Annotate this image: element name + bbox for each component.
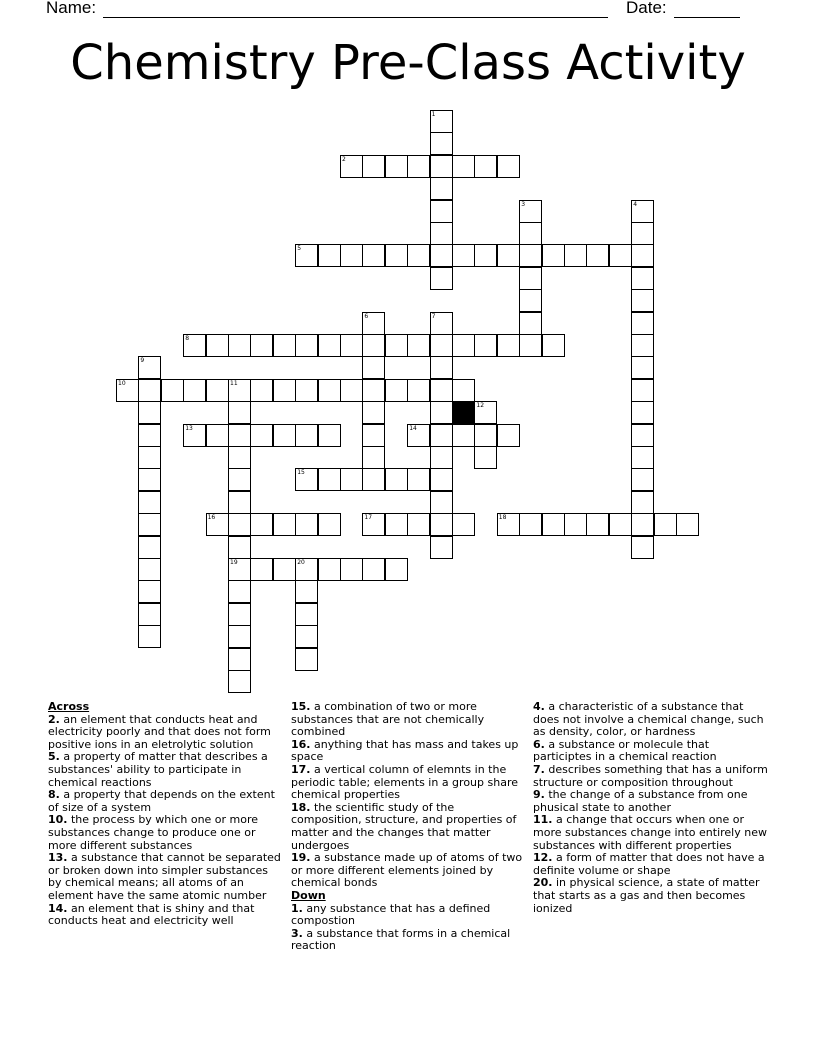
crossword-cell[interactable] — [586, 244, 609, 267]
crossword-cell[interactable] — [430, 267, 453, 290]
crossword-cell[interactable] — [206, 334, 229, 357]
crossword-cell[interactable] — [631, 491, 654, 514]
crossword-cell[interactable] — [631, 401, 654, 424]
clue-item — [48, 751, 284, 789]
clue-text: a property that depends on the extent of size of a system — [48, 788, 275, 814]
crossword-cell[interactable] — [385, 468, 408, 491]
crossword-cell[interactable] — [430, 468, 453, 491]
crossword-cell[interactable] — [273, 334, 296, 357]
crossword-cell[interactable] — [228, 625, 251, 648]
crossword-block — [452, 401, 475, 424]
crossword-cell[interactable] — [631, 468, 654, 491]
clue-number: 18. — [291, 800, 311, 814]
crossword-cell[interactable] — [273, 558, 296, 581]
crossword-cell[interactable] — [474, 424, 497, 447]
crossword-cell[interactable] — [295, 379, 318, 402]
clue-number: 4. — [533, 700, 545, 713]
crossword-cell[interactable] — [631, 536, 654, 559]
crossword-cell[interactable] — [430, 312, 453, 335]
crossword-cell[interactable] — [138, 356, 161, 379]
crossword-cell[interactable] — [138, 603, 161, 626]
crossword-cell[interactable] — [362, 446, 385, 469]
crossword-cell[interactable] — [362, 401, 385, 424]
clue-text: a substance that cannot be separated or broken down into simpler substances by chemical means; all atoms of an element have the same atomic number — [48, 851, 281, 902]
clue-number-label: 13 — [185, 424, 193, 432]
crossword-cell[interactable] — [138, 379, 161, 402]
clue-text: a substance or molecule that participtes in a chemical reaction — [533, 737, 717, 764]
clue-number: 15. — [291, 700, 311, 713]
crossword-cell[interactable] — [273, 379, 296, 402]
crossword-cell[interactable] — [631, 379, 654, 402]
crossword-cell[interactable] — [407, 513, 430, 536]
clue-item — [48, 903, 284, 928]
crossword-cell[interactable] — [295, 424, 318, 447]
crossword-cell[interactable] — [250, 513, 273, 536]
crossword-cell[interactable] — [138, 446, 161, 469]
name-label: Name: — [46, 0, 97, 17]
crossword-cell[interactable] — [362, 379, 385, 402]
date-label: Date: — [626, 0, 667, 17]
clue-item — [533, 789, 769, 814]
crossword-cell[interactable] — [631, 267, 654, 290]
crossword-cell[interactable] — [631, 222, 654, 245]
crossword-cell[interactable] — [631, 334, 654, 357]
clue-text: any substance that has a defined compostion — [291, 901, 491, 928]
crossword-cell[interactable] — [362, 334, 385, 357]
clue-number-label: 16 — [207, 514, 216, 522]
crossword-cell[interactable] — [407, 379, 430, 402]
clue-item — [291, 701, 527, 739]
crossword-cell[interactable] — [228, 379, 251, 402]
clue-item — [291, 802, 527, 852]
clues-column-2 — [291, 701, 527, 953]
crossword-cell[interactable] — [206, 424, 229, 447]
crossword-cell[interactable] — [430, 155, 453, 178]
crossword-cell[interactable] — [250, 558, 273, 581]
crossword-cell[interactable] — [497, 424, 520, 447]
crossword-cell[interactable] — [430, 379, 453, 402]
crossword-cell[interactable] — [138, 468, 161, 491]
clue-number: 7. — [533, 762, 545, 776]
crossword-cell[interactable] — [474, 334, 497, 357]
crossword-cell[interactable] — [407, 334, 430, 357]
crossword-cell[interactable] — [519, 244, 542, 267]
crossword-cell[interactable] — [183, 424, 206, 447]
crossword-cell[interactable] — [138, 401, 161, 424]
crossword-cell[interactable] — [228, 648, 251, 671]
crossword-cell[interactable] — [430, 200, 453, 223]
crossword-cell[interactable] — [340, 379, 363, 402]
crossword-cell[interactable] — [250, 424, 273, 447]
clue-text: a combination of two or more substances that are not chemically combined — [291, 700, 485, 739]
clue-number-label: 12 — [476, 402, 485, 410]
crossword-cell[interactable] — [609, 513, 632, 536]
crossword-cell[interactable] — [295, 244, 318, 267]
clue-text: the process by which one or more substances change to produce one or more different substances — [48, 813, 259, 852]
clue-item — [533, 877, 769, 915]
crossword-cell[interactable] — [318, 424, 341, 447]
crossword-cell[interactable] — [250, 379, 273, 402]
crossword-cell[interactable] — [631, 424, 654, 447]
crossword-cell[interactable] — [183, 379, 206, 402]
crossword-cell[interactable] — [407, 468, 430, 491]
crossword-cell[interactable] — [295, 648, 318, 671]
crossword-cell[interactable] — [452, 155, 475, 178]
crossword-cell[interactable] — [497, 155, 520, 178]
crossword-cell[interactable] — [362, 558, 385, 581]
crossword-cell[interactable] — [138, 536, 161, 559]
crossword-cell[interactable] — [295, 580, 318, 603]
crossword-cell[interactable] — [474, 401, 497, 424]
crossword-cell[interactable] — [116, 379, 139, 402]
crossword-cell[interactable] — [318, 244, 341, 267]
crossword-cell[interactable] — [340, 244, 363, 267]
crossword-cell[interactable] — [542, 513, 565, 536]
clue-number-label: 6 — [364, 312, 369, 320]
crossword-cell[interactable] — [519, 222, 542, 245]
crossword-cell[interactable] — [362, 468, 385, 491]
crossword-cell[interactable] — [474, 244, 497, 267]
crossword-cell[interactable] — [250, 334, 273, 357]
crossword-cell[interactable] — [318, 468, 341, 491]
clue-number-label: 7 — [431, 312, 436, 320]
crossword-grid — [116, 110, 700, 694]
crossword-cell[interactable] — [452, 424, 475, 447]
crossword-cell[interactable] — [519, 513, 542, 536]
clue-text: describes something that has a uniform structure or composition throughout — [533, 762, 768, 789]
crossword-cell[interactable] — [542, 334, 565, 357]
crossword-cell[interactable] — [430, 132, 453, 155]
down-clue-list — [291, 903, 527, 953]
crossword-cell[interactable] — [295, 334, 318, 357]
crossword-cell[interactable] — [295, 603, 318, 626]
crossword-cell[interactable] — [138, 625, 161, 648]
crossword-cell[interactable] — [676, 513, 699, 536]
clue-text: a form of matter that does not have a definite volume or shape — [533, 851, 765, 877]
crossword-cell[interactable] — [138, 580, 161, 603]
clue-number: 9. — [533, 788, 545, 802]
page-title: Chemistry Pre-Class Activity — [70, 35, 746, 91]
name-field[interactable] — [103, 17, 608, 18]
crossword-cell[interactable] — [385, 244, 408, 267]
crossword-cell[interactable] — [430, 536, 453, 559]
crossword-cell[interactable] — [318, 334, 341, 357]
crossword-cell[interactable] — [430, 356, 453, 379]
crossword-cell[interactable] — [519, 289, 542, 312]
crossword-cell[interactable] — [228, 536, 251, 559]
crossword-cell[interactable] — [318, 558, 341, 581]
crossword-cell[interactable] — [385, 155, 408, 178]
clue-number: 16. — [291, 737, 311, 751]
crossword-cell[interactable] — [340, 334, 363, 357]
clue-item — [533, 852, 769, 877]
crossword-cell[interactable] — [564, 513, 587, 536]
crossword-cell[interactable] — [564, 244, 587, 267]
clue-number-label: 18 — [498, 514, 507, 522]
crossword-cell[interactable] — [228, 558, 251, 581]
clue-item — [48, 714, 284, 752]
down-clue-list-continued — [533, 701, 769, 915]
clue-item — [48, 852, 284, 902]
crossword-cell[interactable] — [340, 558, 363, 581]
clue-item — [533, 814, 769, 852]
crossword-cell[interactable] — [430, 491, 453, 514]
crossword-cell[interactable] — [228, 670, 251, 693]
crossword-cell[interactable] — [183, 334, 206, 357]
clue-item — [291, 928, 527, 953]
crossword-cell[interactable] — [407, 424, 430, 447]
clue-text: the scientific study of the composition, structure, and properties of matter and the changes that matter undergoes — [291, 800, 517, 852]
clue-number: 6. — [533, 737, 545, 751]
crossword-cell[interactable] — [228, 580, 251, 603]
crossword-cell[interactable] — [430, 177, 453, 200]
crossword-cell[interactable] — [385, 379, 408, 402]
clue-number-label: 9 — [140, 357, 145, 365]
clue-number-label: 8 — [185, 335, 190, 342]
crossword-cell[interactable] — [519, 312, 542, 335]
crossword-cell[interactable] — [362, 312, 385, 335]
crossword-cell[interactable] — [318, 513, 341, 536]
clue-item — [48, 814, 284, 852]
clue-number: 3. — [291, 926, 303, 940]
clue-item — [291, 852, 527, 890]
clue-item — [48, 789, 284, 814]
crossword-cell[interactable] — [430, 244, 453, 267]
crossword-cell[interactable] — [430, 222, 453, 245]
clue-number: 11. — [533, 813, 553, 827]
clue-number: 2. — [48, 712, 60, 726]
clue-number-label: 17 — [364, 514, 373, 522]
clue-number: 8. — [48, 788, 60, 802]
clue-text: an element that conducts heat and electricity poorly and that does not form positive ions in an eletrolytic solution — [48, 712, 271, 751]
date-field[interactable] — [674, 17, 740, 18]
crossword-cell[interactable] — [206, 513, 229, 536]
crossword-cell[interactable] — [228, 446, 251, 469]
crossword-cell[interactable] — [385, 513, 408, 536]
clue-number-label: 5 — [297, 245, 302, 253]
clue-text: in physical science, a state of matter that starts as a gas and then becomes ionized — [533, 876, 760, 915]
crossword-cell[interactable] — [631, 200, 654, 223]
crossword-cell[interactable] — [519, 267, 542, 290]
across-clue-list-continued — [291, 701, 527, 890]
crossword-cell[interactable] — [385, 558, 408, 581]
crossword-cell[interactable] — [609, 244, 632, 267]
crossword-cell[interactable] — [228, 513, 251, 536]
crossword-cell[interactable] — [340, 155, 363, 178]
crossword-cell[interactable] — [474, 155, 497, 178]
clue-item — [291, 903, 527, 928]
crossword-cell[interactable] — [542, 244, 565, 267]
crossword-cell[interactable] — [631, 356, 654, 379]
crossword-cell[interactable] — [206, 379, 229, 402]
crossword-cell[interactable] — [228, 491, 251, 514]
clue-number: 20. — [533, 876, 553, 890]
clue-text: the change of a substance from one phusical state to another — [533, 788, 748, 814]
crossword-cell[interactable] — [138, 513, 161, 536]
clue-number: 10. — [48, 813, 68, 827]
crossword-cell[interactable] — [631, 446, 654, 469]
crossword-cell[interactable] — [407, 244, 430, 267]
clue-item — [533, 701, 769, 739]
clue-number-label: 3 — [521, 200, 526, 208]
crossword-cell[interactable] — [519, 334, 542, 357]
crossword-cell[interactable] — [362, 356, 385, 379]
clue-number-label: 11 — [230, 379, 238, 387]
clues-column-1 — [48, 701, 284, 928]
crossword-cell[interactable] — [273, 513, 296, 536]
crossword-cell[interactable] — [497, 513, 520, 536]
crossword-cell[interactable] — [497, 244, 520, 267]
crossword-cell[interactable] — [631, 513, 654, 536]
crossword-cell[interactable] — [430, 110, 453, 133]
clues-column-3 — [533, 701, 769, 915]
clue-text: a substance that forms in a chemical reaction — [291, 926, 511, 953]
clue-text: a change that occurs when one or more substances change into entirely new substances with different properties — [533, 813, 767, 852]
clue-text: a vertical column of elemnts in the periodic table; elements in a group share chemical properties — [291, 762, 518, 802]
clue-number: 19. — [291, 851, 311, 865]
across-clue-list — [48, 714, 284, 928]
crossword-cell[interactable] — [452, 244, 475, 267]
clue-number-label: 1 — [431, 111, 436, 118]
clue-number: 14. — [48, 901, 68, 915]
crossword-cell[interactable] — [452, 513, 475, 536]
clue-number-label: 2 — [342, 155, 346, 163]
header — [46, 0, 746, 24]
crossword-cell[interactable] — [430, 446, 453, 469]
crossword-cell[interactable] — [295, 558, 318, 581]
down-heading: Down — [291, 888, 326, 902]
clue-item — [533, 764, 769, 789]
clue-number: 17. — [291, 762, 311, 776]
crossword-cell[interactable] — [631, 312, 654, 335]
crossword-cell[interactable] — [654, 513, 677, 536]
crossword-cell[interactable] — [295, 468, 318, 491]
clue-number-label: 10 — [118, 379, 126, 387]
crossword-cell[interactable] — [452, 379, 475, 402]
crossword-cell[interactable] — [295, 625, 318, 648]
crossword-cell[interactable] — [586, 513, 609, 536]
clue-number: 1. — [291, 901, 303, 915]
crossword-cell[interactable] — [228, 401, 251, 424]
crossword-cell[interactable] — [430, 424, 453, 447]
clue-item — [291, 739, 527, 764]
clue-number-label: 15 — [297, 469, 305, 477]
crossword-cell[interactable] — [385, 334, 408, 357]
crossword-cell[interactable] — [631, 244, 654, 267]
clue-number-label: 4 — [633, 200, 638, 208]
crossword-cell[interactable] — [273, 424, 296, 447]
clue-number-label: 14 — [409, 424, 417, 432]
crossword-cell[interactable] — [138, 424, 161, 447]
across-heading: Across — [48, 700, 90, 713]
crossword-cell[interactable] — [407, 155, 430, 178]
crossword-cell[interactable] — [474, 446, 497, 469]
clue-item — [291, 764, 527, 802]
crossword-cell[interactable] — [519, 200, 542, 223]
crossword-cell[interactable] — [228, 424, 251, 447]
clue-text: anything that has mass and takes up space — [291, 737, 519, 764]
crossword-cell[interactable] — [430, 401, 453, 424]
crossword-cell[interactable] — [497, 334, 520, 357]
crossword-cell[interactable] — [452, 334, 475, 357]
crossword-cell[interactable] — [228, 334, 251, 357]
crossword-cell[interactable] — [430, 513, 453, 536]
crossword-cell[interactable] — [228, 603, 251, 626]
crossword-cell[interactable] — [362, 155, 385, 178]
clue-text: a property of matter that describes a substances' ability to participate in chemical reactions — [48, 750, 268, 789]
clue-item — [533, 739, 769, 764]
crossword-cell[interactable] — [295, 513, 318, 536]
crossword-cell[interactable] — [340, 468, 363, 491]
clue-number-label: 19 — [230, 559, 238, 566]
crossword-cell[interactable] — [430, 334, 453, 357]
crossword-cell[interactable] — [362, 244, 385, 267]
crossword-cell[interactable] — [362, 424, 385, 447]
clue-text: a characteristic of a substance that does not involve a chemical change, such as density, color, or hardness — [533, 700, 764, 739]
crossword-cell[interactable] — [138, 491, 161, 514]
crossword-cell[interactable] — [161, 379, 184, 402]
clue-number: 5. — [48, 750, 60, 764]
crossword-cell[interactable] — [138, 558, 161, 581]
crossword-cell[interactable] — [631, 289, 654, 312]
crossword-cell[interactable] — [362, 513, 385, 536]
clue-text: an element that is shiny and that conducts heat and electricity well — [48, 901, 255, 928]
clue-text: a substance made up of atoms of two or more different elements joined by chemical bonds — [291, 851, 523, 890]
crossword-cell[interactable] — [318, 379, 341, 402]
clue-number: 12. — [533, 851, 553, 865]
clue-number: 13. — [48, 851, 68, 865]
crossword-cell[interactable] — [228, 468, 251, 491]
clue-number-label: 20 — [297, 559, 305, 566]
